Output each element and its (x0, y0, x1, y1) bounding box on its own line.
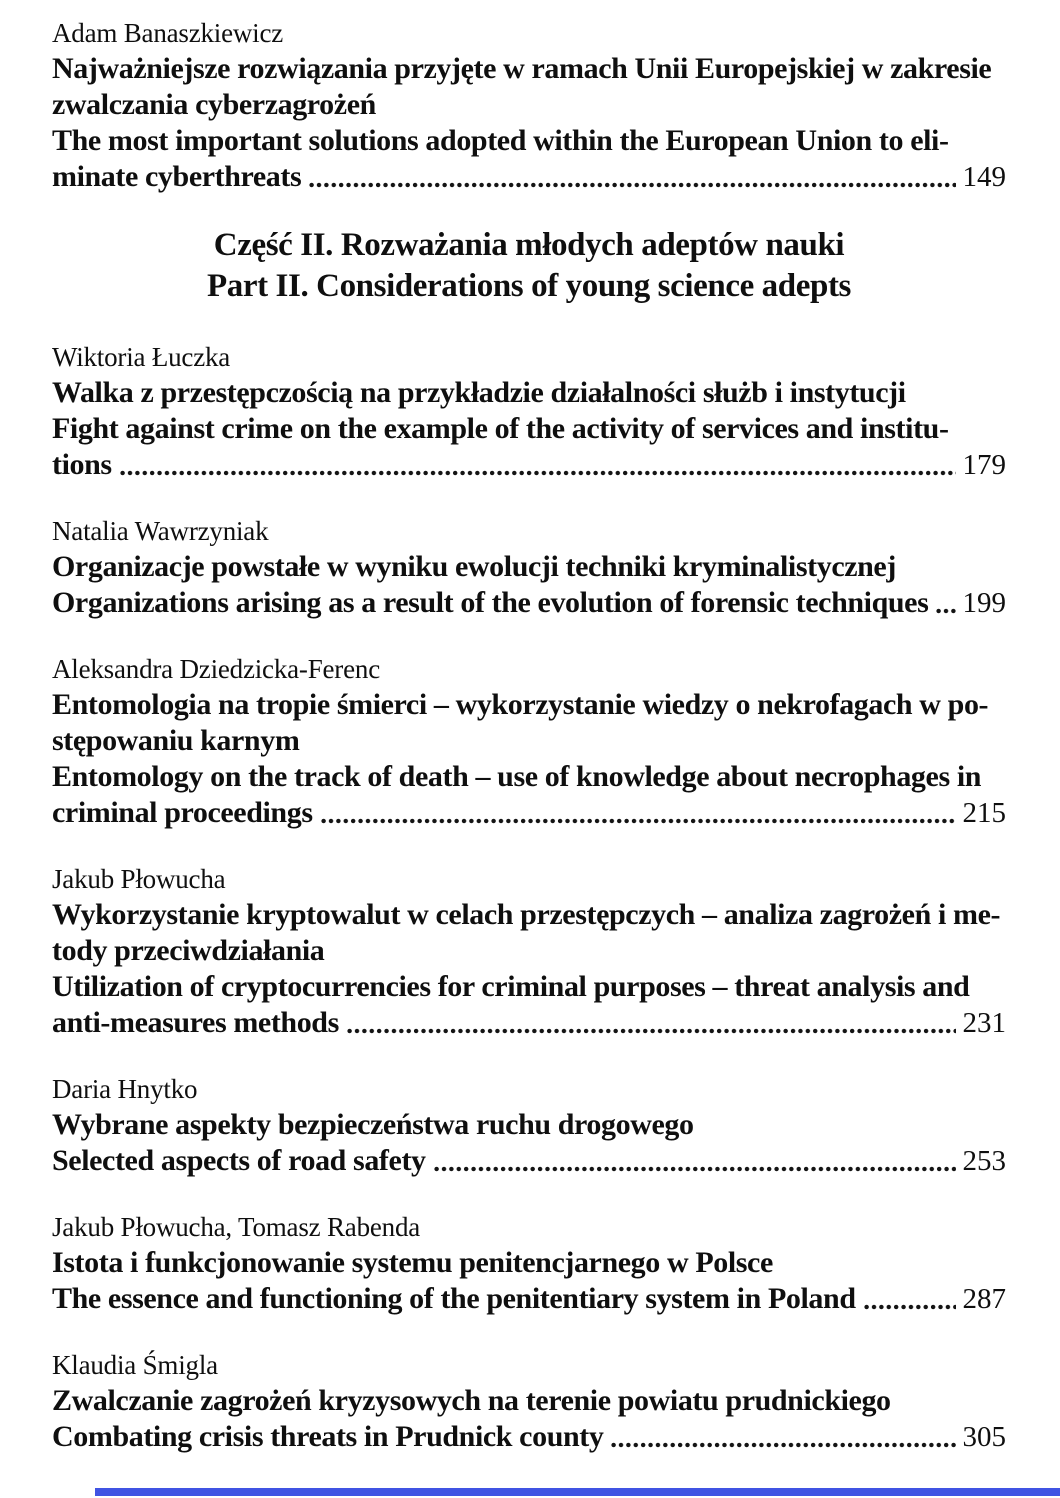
entry-title-line: Najważniejsze rozwiązania przyjęte w ramach Unii Europejskiej w zakresie (52, 52, 992, 85)
page-number: 287 (962, 1283, 1006, 1315)
entry-leader-line (52, 159, 1006, 195)
dot-leader (434, 1166, 956, 1172)
page-number: 215 (962, 797, 1006, 829)
entry-title-line: Zwalczanie zagrożeń kryzysowych na terenie powiatu prudnickiego (52, 1384, 891, 1417)
part-heading-en: Part II. Considerations of young science adepts (207, 268, 851, 304)
entry-leader-line (52, 1419, 1006, 1455)
entry-leader-line (52, 795, 1006, 831)
entry-title-line: tody przeciwdziałania (52, 934, 325, 967)
entry-author: Natalia Wawrzyniak (52, 516, 269, 546)
page-number: 149 (962, 161, 1006, 193)
entry-title-line: Wybrane aspekty bezpieczeństwa ruchu drogowego (52, 1108, 694, 1141)
entry-author: Adam Banaszkiewicz (52, 18, 284, 48)
entry-title-line: Organizacje powstałe w wyniku ewolucji techniki kryminalistycznej (52, 550, 896, 583)
entry-leader-line (52, 447, 1006, 483)
toc-entry (52, 1209, 1006, 1317)
entry-title-line: tions (52, 448, 112, 481)
entry-title-line: Selected aspects of road safety (52, 1144, 426, 1177)
page-number: 231 (962, 1007, 1006, 1039)
entry-title-line: Wykorzystanie kryptowalut w celach przestępczych – analiza zagrożeń i me- (52, 898, 1001, 931)
scan-artifact-bar (95, 1488, 1060, 1496)
dot-leader (309, 182, 955, 188)
toc-entry (52, 861, 1006, 1041)
entry-title-line: Entomology on the track of death – use of knowledge about necrophages in (52, 760, 982, 793)
entry-author: Jakub Płowucha, Tomasz Rabenda (52, 1212, 421, 1242)
toc-entry (52, 1347, 1006, 1455)
entry-author: Wiktoria Łuczka (52, 342, 231, 372)
entry-title-line: Entomologia na tropie śmierci – wykorzystanie wiedzy o nekrofagach w po- (52, 688, 989, 721)
page-number: 305 (962, 1421, 1006, 1453)
entry-title-line: stępowaniu karnym (52, 724, 300, 757)
page-number: 253 (962, 1145, 1006, 1177)
entry-leader-line (52, 585, 1006, 621)
entry-title-line: criminal proceedings (52, 796, 313, 829)
entry-title-line: Combating crisis threats in Prudnick county (52, 1420, 604, 1453)
dot-leader (864, 1304, 956, 1310)
toc-entry (52, 513, 1006, 621)
entry-author: Daria Hnytko (52, 1074, 198, 1104)
dot-leader (347, 1028, 956, 1034)
part-heading (52, 225, 1006, 307)
toc-entries-top (52, 15, 1006, 195)
toc-entry (52, 651, 1006, 831)
entry-title-line: Organizations arising as a result of the evolution of forensic techniques (52, 586, 929, 619)
dot-leader (120, 470, 956, 476)
entry-leader-line (52, 1005, 1006, 1041)
entry-title-line: Walka z przestępczością na przykładzie działalności służb i instytucji (52, 376, 906, 409)
toc-entries-bottom (52, 339, 1006, 1455)
toc-entry (52, 339, 1006, 483)
entry-title-line: anti-measures methods (52, 1006, 339, 1039)
page-number: 179 (962, 449, 1006, 481)
dot-leader (611, 1442, 955, 1448)
entry-title-line: Istota i funkcjonowanie systemu penitencjarnego w Polsce (52, 1246, 773, 1279)
entry-author: Aleksandra Dziedzicka-Ferenc (52, 654, 380, 684)
entry-title-line: zwalczania cyberzagrożeń (52, 88, 376, 121)
entry-title-line: minate cyberthreats (52, 160, 302, 193)
dot-leader (321, 818, 956, 824)
entry-title-line: Fight against crime on the example of the activity of services and institu- (52, 412, 949, 445)
entry-title-line: The essence and functioning of the penitentiary system in Poland (52, 1282, 856, 1315)
page-number: 199 (962, 587, 1006, 619)
entry-title-line: Utilization of cryptocurrencies for criminal purposes – threat analysis and (52, 970, 970, 1003)
entry-leader-line (52, 1281, 1006, 1317)
toc-entry (52, 15, 1006, 195)
toc-entry (52, 1071, 1006, 1179)
entry-author: Klaudia Śmigla (52, 1350, 218, 1380)
entry-leader-line (52, 1143, 1006, 1179)
dot-leader (936, 608, 955, 614)
entry-title-line: The most important solutions adopted within the European Union to eli- (52, 124, 949, 157)
entry-author: Jakub Płowucha (52, 864, 226, 894)
part-heading-pl: Część II. Rozważania młodych adeptów nauki (213, 227, 845, 263)
